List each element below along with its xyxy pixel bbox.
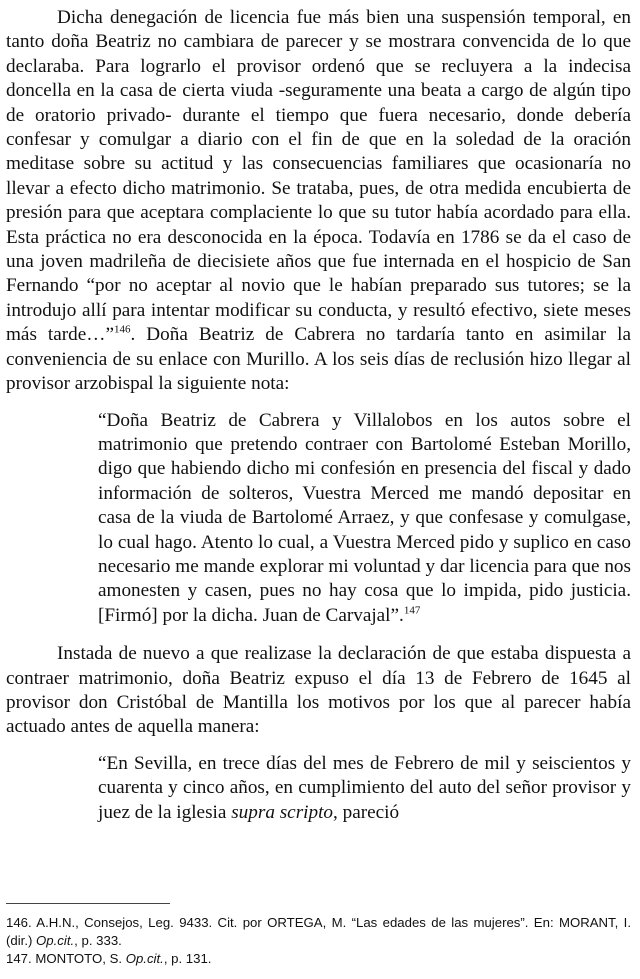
paragraph-1-text-after: . Doña Beatriz de Cabrera no tardaría tanto en asimilar la conveniencia de su enlace con Murillo. A los seis días de reclusión hizo llegar al provisor arzobispal la siguiente nota:: [6, 324, 631, 395]
footnote-146-text: 146. A.H.N., Consejos, Leg. 9433. Cit. por ORTEGA, M. “Las edades de las mujeres”. En: MORANT, I. (dir.): [6, 915, 631, 949]
page-body: [6, 0, 631, 825]
block-quote-2: [98, 752, 631, 825]
body-paragraph-1: [6, 0, 631, 397]
footnote-147-text-after: , p. 131.: [163, 951, 212, 967]
quote-1-text: “Doña Beatriz de Cabrera y Villalobos en los autos sobre el matrimonio que pretendo contraer con Bartolomé Esteban Morillo, digo que habiendo dicho mi confesión en presencia del fiscal y dado información de solteros, Vuestra Merced me mandó depositar en casa de la viuda de Bartolomé Arraez, y que confesase y comulgase, lo cual hago. Atento lo cual, a Vuestra Merced pido y suplico en caso necesario me mande explorar mi voluntad y dar licencia para que nos amonesten y casen, pues no hay cosa que lo impida, pido justicia. [Firmó] por la dicha. Juan de Carvajal”.: [98, 409, 631, 626]
footnote-separator: [6, 903, 170, 904]
footnote-147-italic: Op.cit.: [125, 951, 164, 967]
paragraph-2-text: Instada de nuevo a que realizase la declaración de que estaba dispuesta a contraer matrimonio, doña Beatriz expuso el día 13 de Febrero de 1645 al provisor don Cristóbal de Mantilla los motivos por los que al parecer había actuado antes de aquella manera:: [6, 643, 631, 738]
block-quote-1: [98, 409, 631, 629]
footnote-147: [6, 950, 631, 968]
footnotes: [6, 914, 631, 969]
body-paragraph-2: [6, 642, 631, 740]
quote-2-text-before: “En Sevilla, en trece días del mes de Febrero de mil y seiscientos y cuarenta y cinco años, en cumplimiento del auto del señor provisor y juez de la iglesia: [98, 752, 631, 823]
footnote-147-text: 147. MONTOTO, S.: [6, 951, 126, 967]
footnote-146: [6, 914, 631, 950]
footnote-ref-146[interactable]: 146: [113, 323, 131, 336]
footnote-146-text-after: , p. 333.: [74, 933, 122, 949]
footnote-ref-147[interactable]: 147: [403, 604, 421, 617]
quote-2-italic: supra scripto: [231, 801, 334, 823]
paragraph-1-text: Dicha denegación de licencia fue más bien una suspensión temporal, en tanto doña Beatriz no cambiara de parecer y se mostrara convencida de lo que declaraba. Para lograrlo el provisor ordenó que se recluyera a la indecisa doncella en la casa de cierta viuda -seguramente una beata a cargo de algún tipo de oratorio privado- durante el tiempo que fuera necesario, donde debería confesar y comulgar a diario con el fin de que en la soledad de la oración meditase sobre su actitud y las consecuencias familiares que ocasionaría no llevar a efecto dicho matrimonio. Se trataba, pues, de otra medida encubierta de presión para que aceptara complaciente lo que su tutor había acordado para ella. Esta práctica no era desconocida en la época. Todavía en 1786 se da el caso de una joven madrileña de diecisiete años que fue internada en el hospicio de San Fernando “por no aceptar al novio que le habían preparado sus tutores; se la introdujo allí para intentar modificar su conducta, y resultó efectivo, siete meses más tarde…”: [6, 7, 631, 346]
quote-2-text-after: , pareció: [333, 801, 400, 823]
footnote-146-italic: Op.cit.: [36, 933, 75, 949]
